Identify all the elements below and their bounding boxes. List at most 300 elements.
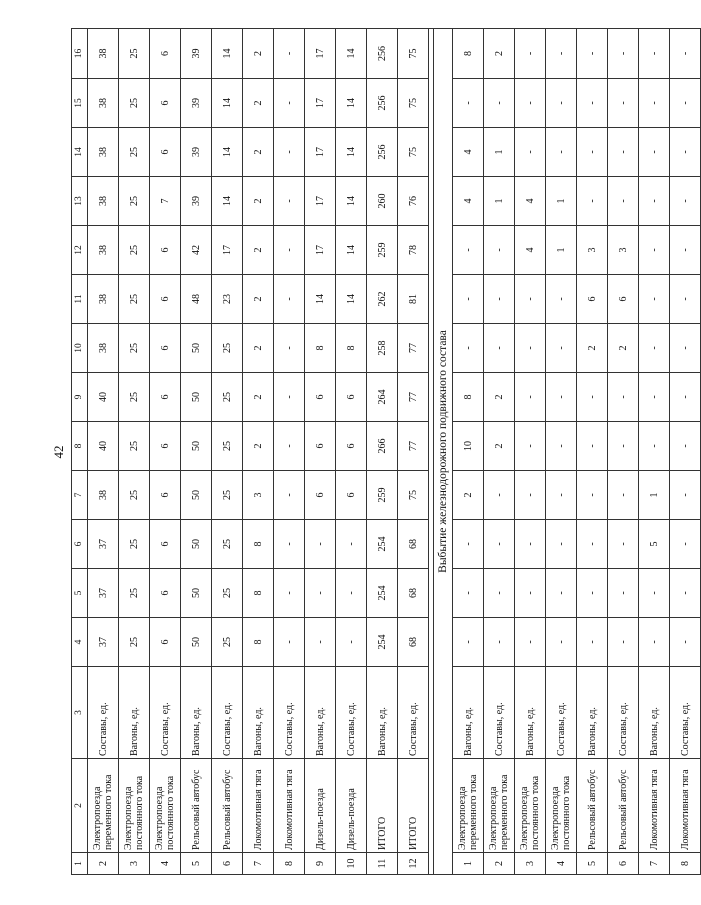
value-cell: - xyxy=(670,79,701,128)
value-cell: 17 xyxy=(212,226,243,275)
value-cell: 68 xyxy=(398,618,429,667)
value-cell: 25 xyxy=(119,569,150,618)
row-number: 3 xyxy=(119,853,150,875)
value-cell: 260 xyxy=(367,177,398,226)
value-cell: 266 xyxy=(367,422,398,471)
row-number: 2 xyxy=(88,853,119,875)
value-cell: 6 xyxy=(305,373,336,422)
value-cell: 68 xyxy=(398,520,429,569)
rolling-stock-type: Электропоезда переменного тока xyxy=(88,759,119,853)
rolling-stock-type: Электропоезда постоянного тока xyxy=(119,759,150,853)
value-cell: - xyxy=(546,471,577,520)
value-cell: 2 xyxy=(484,29,515,79)
value-cell: - xyxy=(639,177,670,226)
rolling-stock-type: ИТОГО xyxy=(398,759,429,853)
value-cell: - xyxy=(577,177,608,226)
row-number: 7 xyxy=(639,853,670,875)
header-cell: 7 xyxy=(72,471,88,520)
value-cell: - xyxy=(639,79,670,128)
header-cell: 13 xyxy=(72,177,88,226)
value-cell: 2 xyxy=(243,79,274,128)
value-cell: - xyxy=(639,29,670,79)
value-cell: 5 xyxy=(639,520,670,569)
row-number: 8 xyxy=(670,853,701,875)
value-cell: - xyxy=(639,275,670,324)
value-cell: - xyxy=(453,275,484,324)
value-cell: 2 xyxy=(484,422,515,471)
rolling-stock-type: Рельсовый автобус xyxy=(181,759,212,853)
value-cell: 6 xyxy=(150,79,181,128)
value-cell: 6 xyxy=(336,422,367,471)
header-cell: 14 xyxy=(72,128,88,177)
rolling-stock-type: Локомотивная тяга xyxy=(639,759,670,853)
value-cell: - xyxy=(546,79,577,128)
value-cell: - xyxy=(515,618,546,667)
rolling-stock-table xyxy=(71,28,701,875)
value-cell: 14 xyxy=(212,79,243,128)
value-cell: 1 xyxy=(484,128,515,177)
value-cell: 38 xyxy=(88,275,119,324)
value-cell: - xyxy=(453,618,484,667)
table-row xyxy=(670,29,701,875)
value-cell: - xyxy=(484,520,515,569)
value-cell: - xyxy=(274,520,305,569)
value-cell: 2 xyxy=(577,324,608,373)
value-cell: 3 xyxy=(608,226,639,275)
unit-cell: Вагоны, ед. xyxy=(305,667,336,759)
header-cell: 11 xyxy=(72,275,88,324)
value-cell: 38 xyxy=(88,128,119,177)
unit-cell: Составы, ед. xyxy=(336,667,367,759)
value-cell: 264 xyxy=(367,373,398,422)
header-cell: 1 xyxy=(72,853,88,875)
table-row xyxy=(212,29,243,875)
value-cell: 8 xyxy=(305,324,336,373)
value-cell: - xyxy=(608,569,639,618)
value-cell: - xyxy=(515,569,546,618)
value-cell: 6 xyxy=(150,618,181,667)
value-cell: 2 xyxy=(243,177,274,226)
value-cell: 38 xyxy=(88,324,119,373)
value-cell: 25 xyxy=(119,79,150,128)
value-cell: 6 xyxy=(608,275,639,324)
unit-cell: Вагоны, ед. xyxy=(577,667,608,759)
value-cell: 25 xyxy=(212,618,243,667)
value-cell: - xyxy=(608,373,639,422)
value-cell: 4 xyxy=(515,226,546,275)
value-cell: 25 xyxy=(119,373,150,422)
value-cell: 37 xyxy=(88,569,119,618)
page-number: 42 xyxy=(51,445,66,459)
value-cell: - xyxy=(670,422,701,471)
unit-cell: Вагоны, ед. xyxy=(367,667,398,759)
value-cell: 50 xyxy=(181,569,212,618)
rolling-stock-type: ИТОГО xyxy=(367,759,398,853)
value-cell: 6 xyxy=(305,471,336,520)
value-cell: 8 xyxy=(243,520,274,569)
rolling-stock-type: Локомотивная тяга xyxy=(243,759,274,853)
value-cell: 3 xyxy=(577,226,608,275)
value-cell: 81 xyxy=(398,275,429,324)
value-cell: 1 xyxy=(546,177,577,226)
value-cell: 14 xyxy=(305,275,336,324)
value-cell: 40 xyxy=(88,422,119,471)
value-cell: 14 xyxy=(212,128,243,177)
value-cell: 6 xyxy=(336,373,367,422)
value-cell: 25 xyxy=(212,422,243,471)
value-cell: 6 xyxy=(150,324,181,373)
value-cell: - xyxy=(546,29,577,79)
value-cell: 14 xyxy=(212,177,243,226)
value-cell: - xyxy=(546,422,577,471)
value-cell: - xyxy=(670,177,701,226)
value-cell: 14 xyxy=(336,128,367,177)
value-cell: - xyxy=(484,471,515,520)
table-row xyxy=(274,29,305,875)
rolling-stock-type: Электропоезда постоянного тока xyxy=(546,759,577,853)
value-cell: - xyxy=(515,422,546,471)
table-row xyxy=(243,29,274,875)
row-number: 4 xyxy=(546,853,577,875)
table-row xyxy=(336,29,367,875)
value-cell: - xyxy=(274,422,305,471)
value-cell: - xyxy=(484,275,515,324)
value-cell: - xyxy=(546,275,577,324)
value-cell: 38 xyxy=(88,226,119,275)
row-number: 2 xyxy=(484,853,515,875)
value-cell: 76 xyxy=(398,177,429,226)
value-cell: 17 xyxy=(305,177,336,226)
value-cell: - xyxy=(453,520,484,569)
value-cell: - xyxy=(484,226,515,275)
value-cell: - xyxy=(608,29,639,79)
value-cell: 14 xyxy=(336,226,367,275)
value-cell: - xyxy=(546,128,577,177)
value-cell: 8 xyxy=(243,569,274,618)
value-cell: 48 xyxy=(181,275,212,324)
value-cell: - xyxy=(546,373,577,422)
value-cell: 4 xyxy=(515,177,546,226)
table-row xyxy=(181,29,212,875)
value-cell: 6 xyxy=(150,275,181,324)
value-cell: - xyxy=(515,520,546,569)
rolling-stock-type: Рельсовый автобус xyxy=(608,759,639,853)
table-row xyxy=(639,29,670,875)
unit-cell: Составы, ед. xyxy=(88,667,119,759)
unit-cell: Вагоны, ед. xyxy=(453,667,484,759)
value-cell: - xyxy=(484,569,515,618)
value-cell: - xyxy=(608,471,639,520)
value-cell: 38 xyxy=(88,29,119,79)
rolling-stock-type: Дизель-поезда xyxy=(336,759,367,853)
unit-cell: Вагоны, ед. xyxy=(243,667,274,759)
value-cell: 37 xyxy=(88,520,119,569)
value-cell: - xyxy=(453,79,484,128)
section-title-row xyxy=(434,29,453,875)
unit-cell: Составы, ед. xyxy=(398,667,429,759)
value-cell: - xyxy=(577,471,608,520)
value-cell: 2 xyxy=(243,275,274,324)
value-cell: 25 xyxy=(212,569,243,618)
value-cell: 6 xyxy=(577,275,608,324)
value-cell: 8 xyxy=(336,324,367,373)
table-row xyxy=(577,29,608,875)
value-cell: 39 xyxy=(181,29,212,79)
value-cell: 6 xyxy=(150,471,181,520)
rolling-stock-type: Локомотивная тяга xyxy=(670,759,701,853)
value-cell: - xyxy=(670,29,701,79)
rolling-stock-type: Рельсовый автобус xyxy=(577,759,608,853)
value-cell: 6 xyxy=(305,422,336,471)
value-cell: 1 xyxy=(484,177,515,226)
value-cell: - xyxy=(670,520,701,569)
value-cell: 50 xyxy=(181,422,212,471)
value-cell: - xyxy=(274,618,305,667)
row-number: 3 xyxy=(515,853,546,875)
value-cell: - xyxy=(305,618,336,667)
value-cell: 17 xyxy=(305,79,336,128)
value-cell: 14 xyxy=(212,29,243,79)
value-cell: - xyxy=(577,520,608,569)
value-cell: - xyxy=(515,79,546,128)
header-cell: 16 xyxy=(72,29,88,79)
unit-cell: Составы, ед. xyxy=(670,667,701,759)
header-row xyxy=(72,29,88,875)
row-number: 11 xyxy=(367,853,398,875)
value-cell: 8 xyxy=(243,618,274,667)
value-cell: 14 xyxy=(336,177,367,226)
unit-cell: Составы, ед. xyxy=(546,667,577,759)
value-cell: 2 xyxy=(243,324,274,373)
value-cell: 37 xyxy=(88,618,119,667)
value-cell: 25 xyxy=(119,422,150,471)
value-cell: 75 xyxy=(398,471,429,520)
value-cell: - xyxy=(274,128,305,177)
value-cell: 25 xyxy=(119,29,150,79)
value-cell: 6 xyxy=(150,373,181,422)
value-cell: 14 xyxy=(336,79,367,128)
table-row xyxy=(150,29,181,875)
value-cell: 2 xyxy=(243,422,274,471)
rotated-content xyxy=(45,29,691,875)
header-cell: 9 xyxy=(72,373,88,422)
table-row xyxy=(608,29,639,875)
header-cell: 2 xyxy=(72,759,88,853)
value-cell: 50 xyxy=(181,373,212,422)
value-cell: - xyxy=(336,618,367,667)
value-cell: 256 xyxy=(367,79,398,128)
value-cell: 25 xyxy=(212,373,243,422)
value-cell: 40 xyxy=(88,373,119,422)
value-cell: - xyxy=(484,618,515,667)
value-cell: - xyxy=(546,520,577,569)
value-cell: 262 xyxy=(367,275,398,324)
value-cell: 256 xyxy=(367,29,398,79)
value-cell: - xyxy=(670,324,701,373)
value-cell: 256 xyxy=(367,128,398,177)
row-number: 1 xyxy=(453,853,484,875)
value-cell: 10 xyxy=(453,422,484,471)
value-cell: 77 xyxy=(398,373,429,422)
value-cell: - xyxy=(274,275,305,324)
value-cell: - xyxy=(639,618,670,667)
value-cell: - xyxy=(608,422,639,471)
value-cell: 2 xyxy=(243,373,274,422)
header-cell: 4 xyxy=(72,618,88,667)
unit-cell: Составы, ед. xyxy=(212,667,243,759)
table-row xyxy=(453,29,484,875)
value-cell: 6 xyxy=(150,520,181,569)
value-cell: 6 xyxy=(336,471,367,520)
value-cell: - xyxy=(577,422,608,471)
value-cell: - xyxy=(608,177,639,226)
value-cell: 2 xyxy=(243,128,274,177)
row-number: 10 xyxy=(336,853,367,875)
row-number: 5 xyxy=(181,853,212,875)
row-number: 4 xyxy=(150,853,181,875)
value-cell: 50 xyxy=(181,520,212,569)
value-cell: - xyxy=(577,29,608,79)
value-cell: 25 xyxy=(119,618,150,667)
value-cell: - xyxy=(515,275,546,324)
value-cell: - xyxy=(608,618,639,667)
value-cell: - xyxy=(577,618,608,667)
value-cell: 25 xyxy=(212,520,243,569)
unit-cell: Вагоны, ед. xyxy=(515,667,546,759)
value-cell: 23 xyxy=(212,275,243,324)
value-cell: - xyxy=(639,569,670,618)
value-cell: 50 xyxy=(181,324,212,373)
section-title: Выбытие железнодорожного подвижного состава xyxy=(434,29,453,875)
value-cell: 42 xyxy=(181,226,212,275)
value-cell: 2 xyxy=(484,373,515,422)
value-cell: 50 xyxy=(181,618,212,667)
value-cell: - xyxy=(274,324,305,373)
value-cell: 38 xyxy=(88,79,119,128)
unit-cell: Составы, ед. xyxy=(608,667,639,759)
value-cell: - xyxy=(670,226,701,275)
rolling-stock-type: Электропоезда постоянного тока xyxy=(515,759,546,853)
value-cell: - xyxy=(577,79,608,128)
value-cell: 25 xyxy=(119,275,150,324)
value-cell: - xyxy=(274,79,305,128)
table-row xyxy=(367,29,398,875)
value-cell: 6 xyxy=(150,422,181,471)
rolling-stock-type: Электропоезда переменного тока xyxy=(453,759,484,853)
header-cell: 3 xyxy=(72,667,88,759)
value-cell: - xyxy=(515,29,546,79)
header-cell: 6 xyxy=(72,520,88,569)
value-cell: - xyxy=(608,79,639,128)
value-cell: 6 xyxy=(150,29,181,79)
value-cell: - xyxy=(305,520,336,569)
table-row xyxy=(515,29,546,875)
value-cell: - xyxy=(546,569,577,618)
value-cell: 25 xyxy=(119,226,150,275)
value-cell: 17 xyxy=(305,29,336,79)
row-number: 12 xyxy=(398,853,429,875)
value-cell: 25 xyxy=(212,324,243,373)
value-cell: 75 xyxy=(398,29,429,79)
value-cell: - xyxy=(515,324,546,373)
value-cell: 8 xyxy=(453,29,484,79)
value-cell: 259 xyxy=(367,471,398,520)
row-number: 6 xyxy=(608,853,639,875)
row-number: 9 xyxy=(305,853,336,875)
value-cell: 1 xyxy=(546,226,577,275)
value-cell: 3 xyxy=(243,471,274,520)
value-cell: - xyxy=(484,79,515,128)
value-cell: 77 xyxy=(398,324,429,373)
value-cell: - xyxy=(670,373,701,422)
value-cell: 77 xyxy=(398,422,429,471)
table-row xyxy=(88,29,119,875)
value-cell: - xyxy=(639,373,670,422)
value-cell: 2 xyxy=(243,226,274,275)
value-cell: 254 xyxy=(367,569,398,618)
value-cell: 50 xyxy=(181,471,212,520)
row-number: 7 xyxy=(243,853,274,875)
unit-cell: Составы, ед. xyxy=(274,667,305,759)
value-cell: 14 xyxy=(336,275,367,324)
value-cell: - xyxy=(336,569,367,618)
value-cell: - xyxy=(274,471,305,520)
rolling-stock-type: Локомотивная тяга xyxy=(274,759,305,853)
value-cell: 25 xyxy=(119,128,150,177)
value-cell: - xyxy=(453,324,484,373)
value-cell: - xyxy=(484,324,515,373)
value-cell: - xyxy=(515,471,546,520)
value-cell: 6 xyxy=(150,569,181,618)
value-cell: - xyxy=(608,128,639,177)
value-cell: 7 xyxy=(150,177,181,226)
table-row xyxy=(119,29,150,875)
value-cell: 25 xyxy=(212,471,243,520)
value-cell: 38 xyxy=(88,177,119,226)
table-row xyxy=(546,29,577,875)
value-cell: - xyxy=(577,128,608,177)
value-cell: 8 xyxy=(453,373,484,422)
value-cell: - xyxy=(274,569,305,618)
value-cell: 25 xyxy=(119,324,150,373)
value-cell: 6 xyxy=(150,128,181,177)
value-cell: 75 xyxy=(398,79,429,128)
table-row xyxy=(398,29,429,875)
value-cell: - xyxy=(453,569,484,618)
value-cell: - xyxy=(453,226,484,275)
value-cell: 6 xyxy=(150,226,181,275)
header-cell: 15 xyxy=(72,79,88,128)
value-cell: - xyxy=(546,324,577,373)
value-cell: 25 xyxy=(119,520,150,569)
value-cell: 78 xyxy=(398,226,429,275)
value-cell: - xyxy=(336,520,367,569)
value-cell: - xyxy=(639,128,670,177)
value-cell: - xyxy=(305,569,336,618)
unit-cell: Составы, ед. xyxy=(484,667,515,759)
row-number: 5 xyxy=(577,853,608,875)
value-cell: 17 xyxy=(305,128,336,177)
table-row xyxy=(305,29,336,875)
value-cell: 68 xyxy=(398,569,429,618)
value-cell: 2 xyxy=(243,29,274,79)
value-cell: 258 xyxy=(367,324,398,373)
row-number: 8 xyxy=(274,853,305,875)
value-cell: - xyxy=(639,422,670,471)
value-cell: - xyxy=(515,373,546,422)
value-cell: 14 xyxy=(336,29,367,79)
value-cell: - xyxy=(546,618,577,667)
